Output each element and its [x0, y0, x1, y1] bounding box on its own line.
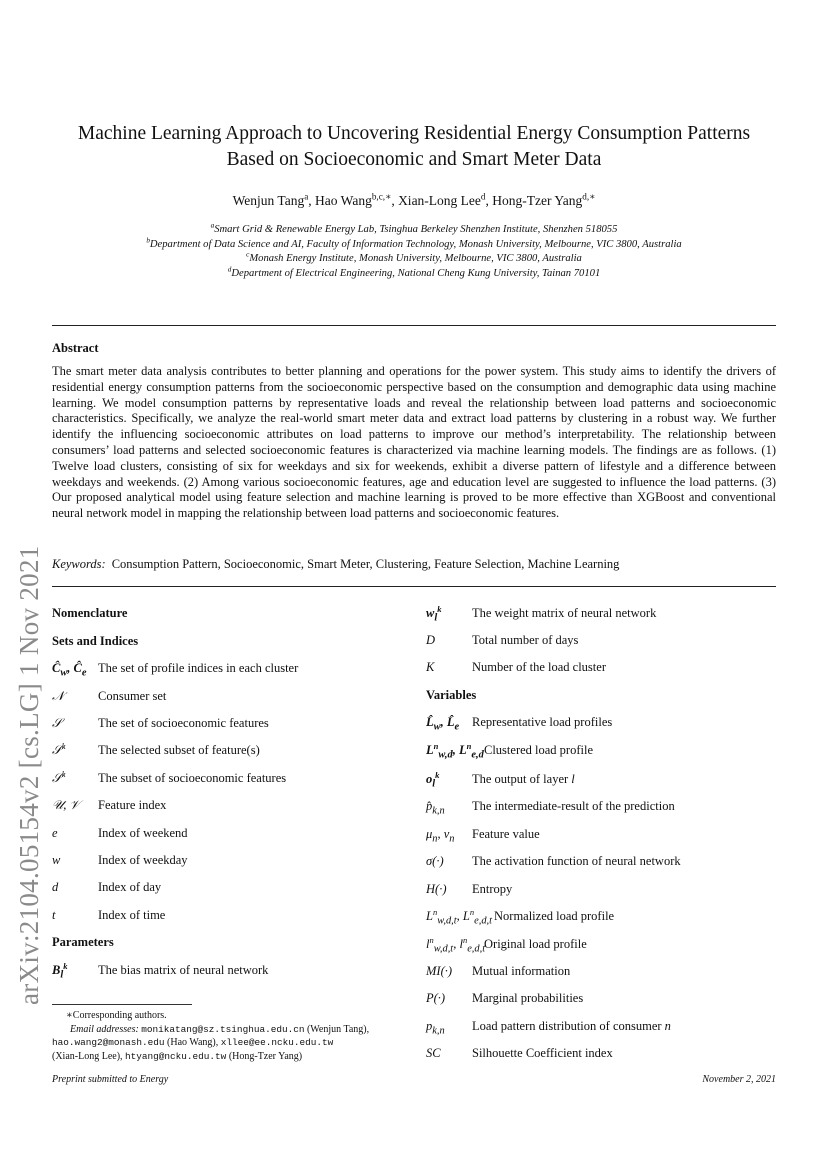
nom-symbol: $B_l^k$	[52, 960, 68, 981]
nom-desc: Index of time	[98, 908, 166, 922]
author-3: Xian-Long Lee$^d$,	[398, 191, 493, 208]
footnote	[52, 1009, 402, 1063]
nom-symbol: $\mu_n$, $\nu_n$	[426, 827, 455, 845]
nom-desc: Representative load profiles	[472, 715, 613, 729]
nom-symbol: $p̂_{k,n}$	[426, 799, 445, 817]
nom-symbol: K	[426, 660, 435, 674]
paper-title	[40, 121, 788, 173]
nom-desc: Load pattern distribution of consumer n	[472, 1019, 671, 1033]
email-link[interactable]: monikatang@sz.tsinghua.edu.cn	[141, 1023, 305, 1035]
author-1: Wenjun Tang$^a$,	[232, 191, 316, 208]
footer-journal: Preprint submitted to Energy	[52, 1074, 169, 1085]
nom-desc: The set of socioeconomic features	[98, 716, 269, 730]
nom-desc: Consumer set	[98, 689, 167, 703]
nom-symbol: 𝒩	[52, 689, 64, 703]
keywords-line	[52, 557, 619, 572]
affiliation-list	[40, 223, 788, 281]
nom-desc: Total number of days	[472, 633, 579, 647]
nom-desc: The bias matrix of neural network	[98, 963, 269, 977]
abstract-heading: Abstract	[52, 341, 99, 355]
author-list	[40, 193, 788, 209]
abstract-top-rule	[52, 325, 776, 326]
abstract-body: The smart meter data analysis contributes to better planning and operations for the power system. This study aims to identify the drivers of residential energy consumption patterns from the socioeconomic perspective based on the consumption and demographic data using machine learning. We model consumption patterns by representative loads and reveal the relationship between load patterns and socioeconomic characteristics. Specifically, we analyze the real-world smart meter data and extract load patterns by clustering in a robust way. We further identify the influencing socioeconomic attributes on load patterns to improve our method’s interpretability. The relationship between consumers’ load patterns and selected socioeconomic features is characterized via machine learning models. The findings are as follows. (1) Twelve load clusters, consisting of six for weekdays and six for weekends, exhibit a diverse pattern of lifestyle and a difference between weekdays and weekends. (2) Among various socioeconomic features, age and education level are suggested to influence the load patterns. (3) Our proposed analytical model using feature selection and machine learning is proved to be more effective than XGBoost and conventional neural network model in mapping the relationship between load patterns and socioeconomic features.	[52, 364, 776, 521]
nom-desc: Entropy	[472, 882, 513, 896]
email-link[interactable]: htyang@ncku.edu.tw	[125, 1050, 227, 1062]
corresponding-note: ∗Corresponding authors.	[66, 1010, 167, 1021]
nom-symbol: P(·)	[426, 991, 446, 1005]
email-line: Email addresses: monikatang@sz.tsinghua.edu.cn (Wenjun Tang),	[70, 1023, 370, 1035]
nom-symbol: $L^n_{w,d,t}$, $L^n_{e,d,t}$	[426, 906, 493, 927]
nom-symbol: MI(·)	[426, 964, 453, 978]
keywords-label: Keywords:	[52, 557, 106, 571]
nom-desc: Marginal probabilities	[472, 991, 584, 1005]
nom-desc: Normalized load profile	[494, 909, 615, 923]
title-line-2: Based on Socioeconomic and Smart Meter Data	[226, 149, 602, 170]
nom-symbol: $L̂_w$, $L̂_e$	[426, 715, 460, 733]
variables-heading: Variables	[426, 688, 477, 702]
nom-symbol: $p_{k,n}$	[426, 1019, 445, 1037]
affiliation-a: $^a$Smart Grid & Renewable Energy Lab, Tsinghua Berkeley Shenzhen Institute, Shenzhen 518055	[210, 221, 618, 235]
nom-desc: Silhouette Coefficient index	[472, 1046, 613, 1060]
author-4: Hong-Tzer Yang$^{d,∗}$	[492, 191, 596, 208]
nom-symbol: 𝒮$^k$	[52, 768, 66, 785]
nom-desc: The subset of socioeconomic features	[98, 771, 287, 785]
nom-symbol: t	[52, 908, 56, 922]
abstract-bottom-rule	[52, 586, 776, 587]
nom-desc: Original load profile	[484, 937, 587, 951]
parameters-heading: Parameters	[52, 935, 114, 949]
nom-symbol: e	[52, 826, 58, 840]
nom-desc: The activation function of neural network	[472, 854, 681, 868]
nomenclature-heading: Nomenclature	[52, 606, 128, 620]
nom-desc: Feature value	[472, 827, 540, 841]
nom-symbol: 𝒮$^k$	[52, 740, 66, 757]
nom-symbol: 𝒰, 𝒱	[52, 798, 80, 812]
nom-desc: The weight matrix of neural network	[472, 606, 657, 620]
email-link[interactable]: xllee@ee.ncku.edu.tw	[220, 1037, 334, 1048]
affiliation-d: $^d$Department of Electrical Engineering, National Cheng Kung University, Tainan 70101	[227, 265, 601, 279]
nom-desc: The output of layer l	[472, 772, 575, 786]
email-line: (Xian-Long Lee), htyang@ncku.edu.tw (Hong-Tzer Yang)	[52, 1050, 303, 1062]
nom-symbol: d	[52, 880, 59, 894]
affiliation-c: $^c$Monash Energy Institute, Monash University, Melbourne, VIC 3800, Australia	[246, 250, 582, 265]
email-link[interactable]: hao.wang2@monash.edu	[52, 1037, 165, 1048]
nom-symbol: w	[52, 853, 61, 867]
sets-heading: Sets and Indices	[52, 634, 139, 648]
nom-symbol: $Ĉ_w$, $Ĉ_e$	[52, 661, 87, 679]
nom-symbol: 𝒮	[52, 716, 62, 730]
arxiv-sidebar-stamp: arXiv:2104.05154v2 [cs.LG] 1 Nov 2021	[14, 545, 44, 1005]
footnote-rule	[52, 1004, 192, 1005]
nom-desc: Index of weekday	[98, 853, 188, 867]
nom-desc: Index of day	[98, 880, 162, 894]
nom-symbol: $o_l^k$	[426, 769, 440, 790]
affiliation-b: $^b$Department of Data Science and AI, Faculty of Information Technology, Monash University, Melbourne, VIC 3800, Australia	[146, 236, 682, 250]
footer-date: November 2, 2021	[702, 1074, 776, 1085]
nom-symbol: $w_l^k$	[426, 603, 442, 624]
nom-desc: Index of weekend	[98, 826, 188, 840]
nom-symbol: D	[426, 633, 436, 647]
nom-symbol: σ(·)	[426, 854, 444, 868]
nom-symbol: $L^n_{w,d}$, $L^n_{e,d}$	[426, 740, 484, 761]
nom-desc: The selected subset of feature(s)	[98, 743, 260, 757]
keywords-list: Consumption Pattern, Socioeconomic, Smart Meter, Clustering, Feature Selection, Machine Learning	[111, 557, 620, 571]
title-line-1: Machine Learning Approach to Uncovering Residential Energy Consumption Patterns	[77, 123, 751, 144]
nom-desc: Number of the load cluster	[472, 660, 606, 674]
email-line: hao.wang2@monash.edu (Hao Wang), xllee@ee.ncku.edu.tw	[52, 1037, 334, 1048]
nom-desc: Feature index	[98, 798, 167, 812]
nom-desc: Mutual information	[472, 964, 571, 978]
nom-desc: Clustered load profile	[484, 743, 593, 757]
nom-desc: The set of profile indices in each cluster	[98, 661, 299, 675]
author-2: Hao Wang$^{b,c,∗}$,	[315, 191, 399, 208]
nom-symbol: H(·)	[426, 882, 447, 896]
nom-symbol: $l^n_{w,d,t}$, $l^n_{e,d,t}$	[426, 934, 486, 955]
nom-desc: The intermediate-result of the prediction	[472, 799, 675, 813]
nom-symbol: SC	[426, 1046, 441, 1060]
